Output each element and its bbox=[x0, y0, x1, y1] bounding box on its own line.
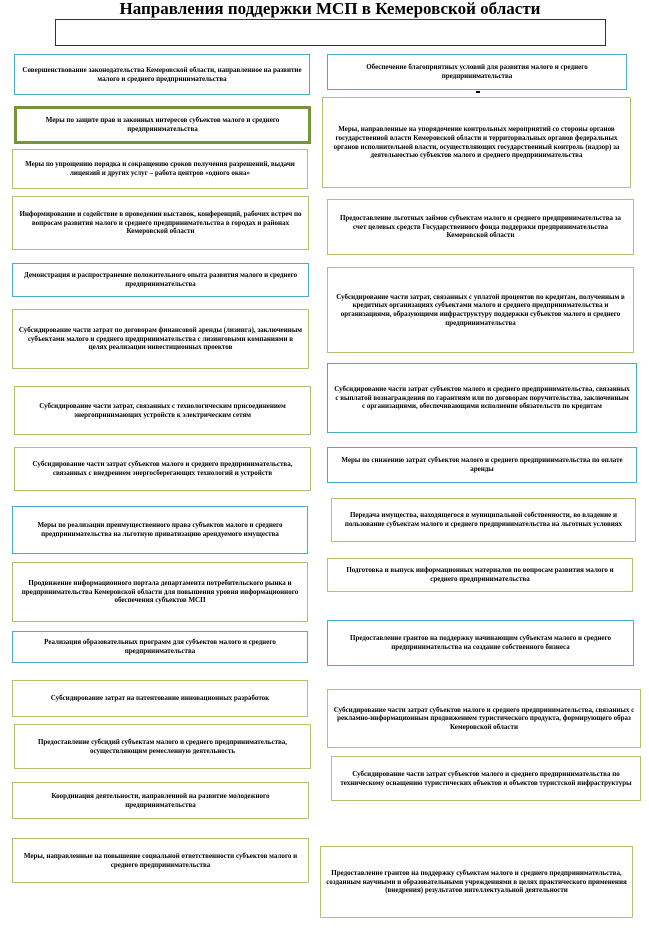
right-box-9: Предоставление грантов на поддержку начинающим субъектам малого и среднего предпринимательства на создание собственного бизнеса bbox=[327, 620, 634, 666]
right-box-12: Предоставление грантов на поддержку субъектам малого и среднего предпринимательства, созданным научными и образовательными учреждениями в целях практического применения (внедрения) результатов интеллектуальной деятельности bbox=[320, 846, 633, 918]
title-frame bbox=[55, 19, 606, 46]
right-box-8: Подготовка и выпуск информационных материалов по вопросам развития малого и среднего предпринимательства bbox=[327, 558, 633, 592]
left-box-12: Субсидирование затрат на патентование инновационных разработок bbox=[12, 680, 308, 717]
left-box-15: Меры, направленные на повышение социальной ответственности субъектов малого и среднего предпринимательства bbox=[12, 838, 309, 883]
left-box-5: Демонстрация и распространение положительного опыта развития малого и среднего предпринимательства bbox=[12, 263, 309, 297]
right-box-11: Субсидирование части затрат субъектов малого и среднего предпринимательства по техническому оснащению туристических объектов и объектов туристской инфраструктуры bbox=[331, 756, 641, 801]
right-box-3: Предоставление льготных займов субъектам малого и среднего предпринимательства за счет целевых средств Государственного фонда поддержки предпринимательства Кемеровской области bbox=[327, 199, 634, 255]
left-box-7: Субсидирование части затрат, связанных с технологическим присоединением энергопринимающих устройств к электрическим сетям bbox=[14, 386, 311, 435]
right-box-5: Субсидирование части затрат субъектов малого и среднего предпринимательства, связанных с выплатой вознаграждения по гарантиям или по договорам поручительства, заключенным с организациями, обеспечивающими исполнение обязательств по кредитам bbox=[327, 363, 637, 433]
connector-dash bbox=[476, 91, 480, 93]
page-title: Направления поддержки МСП в Кемеровской области bbox=[119, 0, 541, 18]
left-box-6: Субсидирование части затрат по договорам финансовой аренды (лизинга), заключенным субъектами малого и среднего предпринимательства с лизинговыми компаниями в целях реализации инвестиционных проектов bbox=[12, 309, 309, 369]
left-box-10: Продвижение информационного портала департамента потребительского рынка и предпринимательства Кемеровской области для повышения уровня информационного обеспечения субъектов МСП bbox=[12, 562, 308, 622]
left-box-2: Меры по защите прав и законных интересов субъектов малого и среднего предпринимательства bbox=[14, 106, 311, 144]
left-box-4: Информирование и содействие в проведении выставок, конференций, рабочих встреч по вопросам развития малого и среднего предпринимательства в городах и районах Кемеровской области bbox=[12, 196, 309, 250]
left-box-13: Предоставление субсидий субъектам малого и среднего предпринимательства, осуществляющим ремесленную деятельность bbox=[14, 724, 311, 769]
left-box-3: Меры по упрощению порядка и сокращению сроков получения разрешений, выдачи лицензий и других услуг – работа центров «одного окна» bbox=[12, 149, 308, 189]
right-box-4: Субсидирование части затрат, связанных с уплатой процентов по кредитам, полученным в кредитных организациях субъектами малого и среднего предпринимательства и организациями, образующими инфраструктуру поддержки субъектов малого и среднего предпринимательства bbox=[327, 267, 634, 353]
right-box-7: Передача имущества, находящегося в муниципальной собственности, во владение и пользование субъектам малого и среднего предпринимательства на льготных условиях bbox=[331, 498, 636, 542]
left-box-1: Совершенствование законодательства Кемеровской области, направленное на развитие малого и среднего предпринимательства bbox=[14, 54, 310, 95]
left-box-14: Координация деятельности, направленной на развитие молодежного предпринимательства bbox=[12, 782, 309, 819]
right-box-2: Меры, направленные на упорядочение контрольных мероприятий со стороны органов государственной власти Кемеровской области и территориальных органов федеральных органов исполнительной власти, осуществляющих государственный контроль (надзор) за деятельностью субъектов малого и среднего предпринимательства bbox=[322, 97, 631, 188]
right-box-1: Обеспечение благоприятных условий для развития малого и среднего предпринимательства bbox=[327, 54, 627, 90]
left-box-11: Реализация образовательных программ для субъектов малого и среднего предпринимательства bbox=[12, 631, 308, 663]
right-box-6: Меры по снижению затрат субъектов малого и среднего предпринимательства по оплате аренды bbox=[327, 447, 637, 483]
left-box-8: Субсидирование части затрат субъектов малого и среднего предпринимательства, связанных с внедрением энергосберегающих технологий и устройств bbox=[14, 447, 311, 491]
right-box-10: Субсидирование части затрат субъектов малого и среднего предпринимательства, связанных с рекламно-информационным продвижением туристического продукта, формирующего образ Кемеровской области bbox=[327, 689, 641, 748]
left-box-9: Меры по реализации преимущественного права субъектов малого и среднего предпринимательства на льготную приватизацию арендуемого имущества bbox=[12, 506, 308, 554]
